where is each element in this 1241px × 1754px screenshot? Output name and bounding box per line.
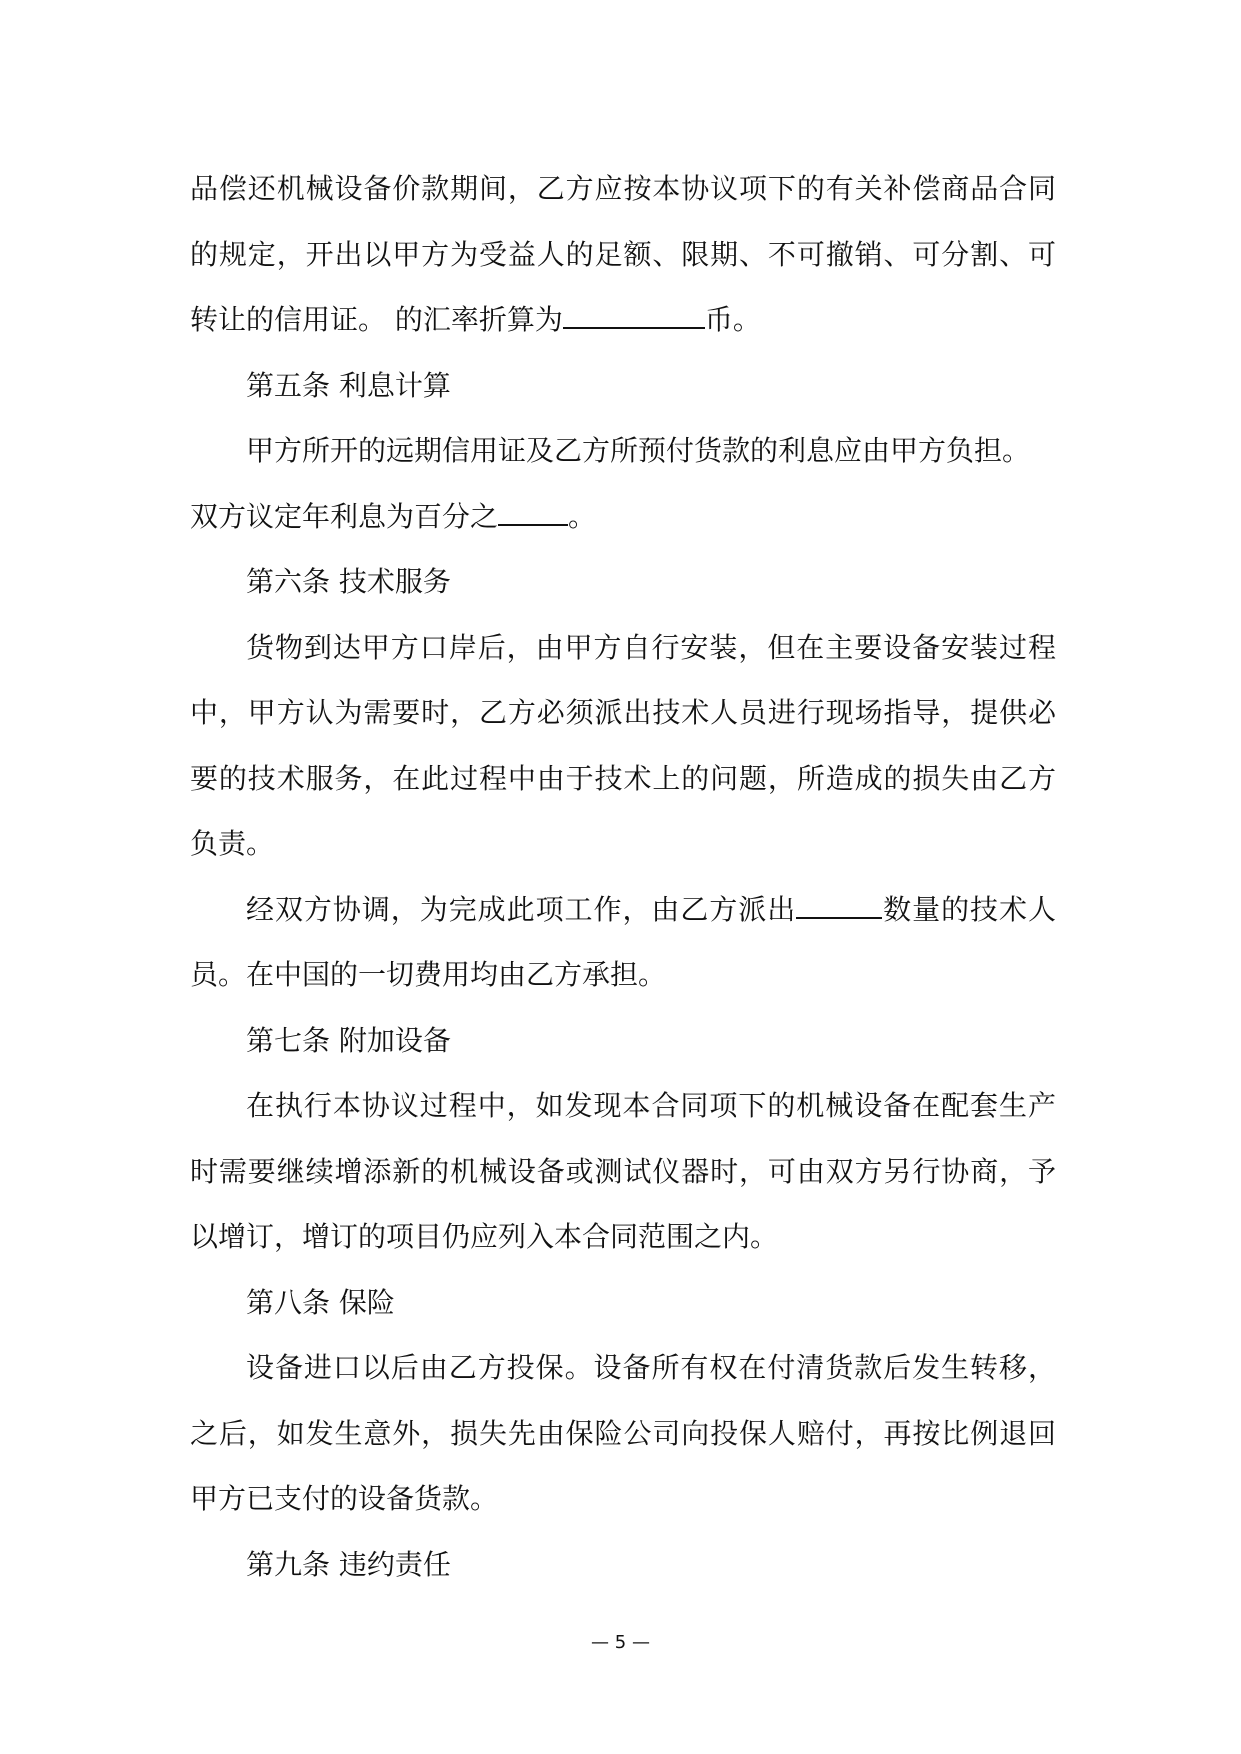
article-heading-6: 第六条 技术服务 (246, 565, 451, 598)
paragraph-continuation (190, 156, 1056, 353)
paragraph-text: 品偿还机械设备价款期间，乙方应按本协议项下的有关补偿商品合同的规定，开出以甲方为受益人的足额、限期、不可撤销、可分割、可转让的信用证。 的汇率折算为 (190, 172, 1056, 336)
paragraph-text: 双方议定年利息为百分之 (190, 499, 499, 533)
paragraph-additional-equipment: 在执行本协议过程中，如发现本合同项下的机械设备在配套生产时需要继续增添新的机械设备或测试仪器时，可由双方另行协商，予以增订，增订的项目仍应列入本合同范围之内。 (190, 1089, 1056, 1253)
paragraph-interest: 甲方所开的远期信用证及乙方所预付货款的利息应由甲方负担。 (246, 434, 1031, 467)
article-heading-8: 第八条 保险 (246, 1285, 395, 1319)
paragraph-technicians (190, 877, 1056, 1008)
article-heading-7: 第七条 附加设备 (246, 1023, 451, 1057)
blank-field (498, 498, 568, 526)
paragraph-technical-service: 货物到达甲方口岸后，由甲方自行安装，但在主要设备安装过程中，甲方认为需要时，乙方必须派出技术人员进行现场指导，提供必要的技术服务，在此过程中由于技术上的问题，所造成的损失由乙方负责。 (190, 630, 1056, 860)
paragraph-interest-rate (190, 484, 1056, 550)
paragraph-text: 币。 (704, 303, 761, 336)
blank-field (563, 301, 705, 329)
document-body (190, 156, 1056, 1597)
paragraph-text: 经双方协调，为完成此项工作，由乙方派出 (246, 892, 797, 926)
paragraph-insurance: 设备进口以后由乙方投保。设备所有权在付清货款后发生转移，之后，如发生意外，损失先由保险公司向投保人赔付，再按比例退回甲方已支付的设备货款。 (190, 1351, 1056, 1515)
page-number: — 5 — (591, 1632, 650, 1653)
blank-field (796, 891, 882, 919)
paragraph-text: 数量的技术人员。在中国的一切费用均由乙方承担。 (190, 892, 1056, 991)
article-heading-5: 第五条 利息计算 (246, 368, 451, 402)
article-heading-9: 第九条 违约责任 (246, 1547, 451, 1581)
paragraph-text: 。 (568, 499, 597, 533)
